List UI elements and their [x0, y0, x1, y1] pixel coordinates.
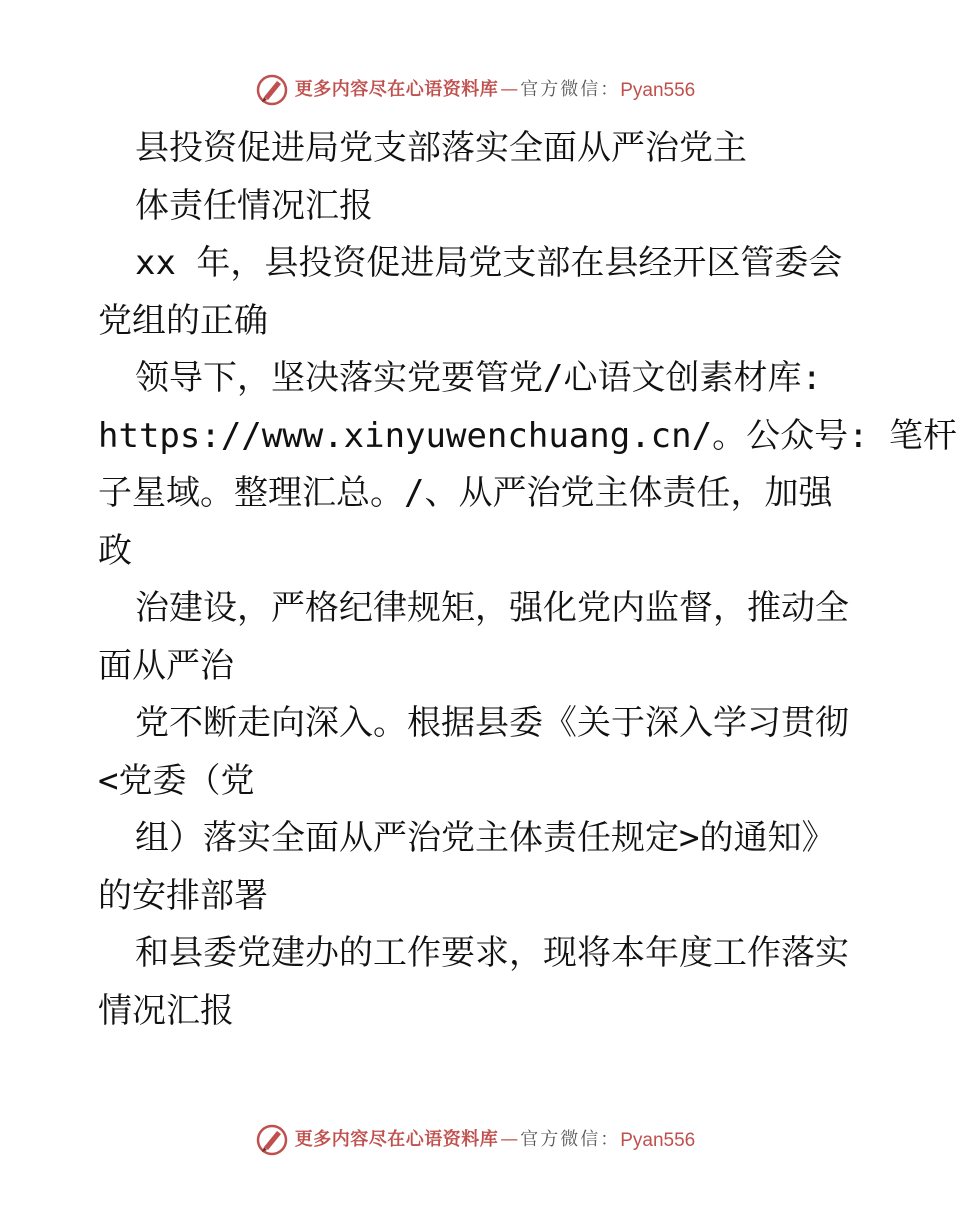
watermark-official-label: 官方微信： — [520, 1129, 621, 1150]
text-line: 组）落实全面从严治党主体责任规定>的通知》 — [135, 818, 836, 858]
footer-watermark — [0, 1120, 950, 1160]
pen-logo-icon — [255, 73, 289, 107]
watermark-wechat-id: Pyan556 — [620, 79, 696, 101]
text-line: 治建设，严格纪律规矩，强化党内监督，推动全 — [135, 588, 849, 628]
text-line: 党组的正确 — [98, 300, 268, 341]
text-line: 情况汇报 — [98, 990, 234, 1031]
watermark-main-text: 更多内容尽在心语资料库 — [294, 1129, 499, 1150]
watermark-separator: — — [500, 79, 519, 100]
document-body — [98, 120, 957, 1040]
text-line: 子星域。整理汇总。/、从严治党主体责任，加强 — [98, 473, 833, 513]
header-watermark — [0, 70, 950, 110]
text-line: 领导下，坚决落实党要管党/心语文创素材库: — [135, 358, 822, 398]
text-line: 党不断走向深入。根据县委《关于深入学习贯彻 — [135, 703, 849, 743]
watermark-separator: — — [500, 1129, 519, 1150]
text-line: xx 年，县投资促进局党支部在县经开区管委会 — [135, 243, 843, 283]
watermark-wechat-id: Pyan556 — [620, 1129, 696, 1151]
watermark-main-text: 更多内容尽在心语资料库 — [294, 79, 499, 100]
pen-logo-icon — [255, 1123, 289, 1157]
text-line: 政 — [98, 530, 132, 571]
text-line: 面从严治 — [98, 645, 234, 686]
text-line: 体责任情况汇报 — [135, 185, 373, 226]
text-line: 和县委党建办的工作要求，现将本年度工作落实 — [135, 933, 849, 973]
text-line: https://www.xinyuwenchuang.cn/。公众号: 笔杆 — [98, 415, 957, 456]
text-line: 县投资促进局党支部落实全面从严治党主 — [135, 128, 747, 168]
watermark-official-label: 官方微信： — [520, 79, 621, 100]
text-line: 的安排部署 — [98, 875, 268, 916]
text-line: <党委（党 — [98, 760, 255, 801]
